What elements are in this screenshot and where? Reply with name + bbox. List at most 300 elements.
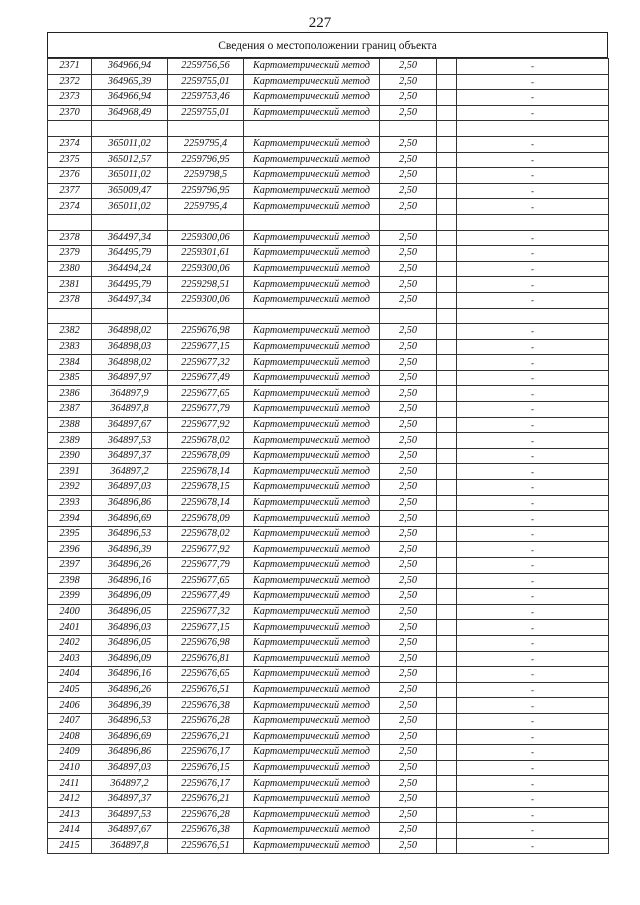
- accuracy-cell: 2,50: [380, 620, 437, 636]
- description-cell: -: [457, 59, 609, 75]
- separator-cell: [244, 121, 380, 137]
- empty-cell: [437, 277, 457, 293]
- x-coordinate-cell: 365009,47: [92, 183, 168, 199]
- table-row: [48, 480, 609, 496]
- empty-cell: [437, 480, 457, 496]
- empty-cell: [437, 729, 457, 745]
- table-row: [48, 464, 609, 480]
- table-row: [48, 74, 609, 90]
- method-cell: Картометрический метод: [244, 620, 380, 636]
- y-coordinate-cell: 2259795,4: [168, 136, 244, 152]
- point-number-cell: 2386: [48, 386, 92, 402]
- table-row: [48, 183, 609, 199]
- table-row: [48, 448, 609, 464]
- coordinates-table: [47, 58, 609, 854]
- method-cell: Картометрический метод: [244, 464, 380, 480]
- point-number-cell: 2388: [48, 417, 92, 433]
- table-row: [48, 386, 609, 402]
- x-coordinate-cell: 364896,53: [92, 713, 168, 729]
- accuracy-cell: 2,50: [380, 339, 437, 355]
- method-cell: Картометрический метод: [244, 230, 380, 246]
- method-cell: Картометрический метод: [244, 183, 380, 199]
- accuracy-cell: 2,50: [380, 402, 437, 418]
- separator-cell: [437, 308, 457, 324]
- table-row: [48, 635, 609, 651]
- point-number-cell: 2415: [48, 838, 92, 854]
- table-row: [48, 324, 609, 340]
- description-cell: -: [457, 558, 609, 574]
- y-coordinate-cell: 2259300,06: [168, 230, 244, 246]
- y-coordinate-cell: 2259676,81: [168, 651, 244, 667]
- y-coordinate-cell: 2259676,65: [168, 667, 244, 683]
- y-coordinate-cell: 2259677,32: [168, 355, 244, 371]
- method-cell: Картометрический метод: [244, 433, 380, 449]
- description-cell: -: [457, 838, 609, 854]
- accuracy-cell: 2,50: [380, 542, 437, 558]
- x-coordinate-cell: 364898,03: [92, 339, 168, 355]
- y-coordinate-cell: 2259678,02: [168, 433, 244, 449]
- y-coordinate-cell: 2259300,06: [168, 292, 244, 308]
- point-number-cell: 2391: [48, 464, 92, 480]
- x-coordinate-cell: 364897,97: [92, 370, 168, 386]
- point-number-cell: 2378: [48, 230, 92, 246]
- y-coordinate-cell: 2259676,98: [168, 324, 244, 340]
- accuracy-cell: 2,50: [380, 698, 437, 714]
- table-row: [48, 59, 609, 75]
- method-cell: Картометрический метод: [244, 729, 380, 745]
- y-coordinate-cell: 2259677,65: [168, 386, 244, 402]
- table-row: [48, 729, 609, 745]
- description-cell: -: [457, 230, 609, 246]
- description-cell: -: [457, 183, 609, 199]
- point-number-cell: 2375: [48, 152, 92, 168]
- accuracy-cell: 2,50: [380, 324, 437, 340]
- description-cell: -: [457, 776, 609, 792]
- separator-cell: [457, 214, 609, 230]
- method-cell: Картометрический метод: [244, 667, 380, 683]
- empty-cell: [437, 604, 457, 620]
- method-cell: Картометрический метод: [244, 542, 380, 558]
- page-number: 227: [308, 15, 332, 31]
- description-cell: -: [457, 620, 609, 636]
- empty-cell: [437, 589, 457, 605]
- accuracy-cell: 2,50: [380, 838, 437, 854]
- description-cell: -: [457, 105, 609, 121]
- accuracy-cell: 2,50: [380, 745, 437, 761]
- accuracy-cell: 2,50: [380, 448, 437, 464]
- accuracy-cell: 2,50: [380, 791, 437, 807]
- point-number-cell: 2372: [48, 74, 92, 90]
- description-cell: -: [457, 324, 609, 340]
- table-row: [48, 791, 609, 807]
- empty-cell: [437, 386, 457, 402]
- description-cell: -: [457, 480, 609, 496]
- description-cell: -: [457, 682, 609, 698]
- point-number-cell: 2406: [48, 698, 92, 714]
- separator-cell: [244, 308, 380, 324]
- description-cell: -: [457, 760, 609, 776]
- accuracy-cell: 2,50: [380, 261, 437, 277]
- point-number-cell: 2390: [48, 448, 92, 464]
- x-coordinate-cell: 364896,16: [92, 573, 168, 589]
- point-number-cell: 2398: [48, 573, 92, 589]
- x-coordinate-cell: 364897,03: [92, 760, 168, 776]
- empty-cell: [437, 105, 457, 121]
- group-separator-row: [48, 121, 609, 137]
- accuracy-cell: 2,50: [380, 74, 437, 90]
- empty-cell: [437, 807, 457, 823]
- x-coordinate-cell: 364897,2: [92, 776, 168, 792]
- method-cell: Картометрический метод: [244, 745, 380, 761]
- table-row: [48, 277, 609, 293]
- point-number-cell: 2381: [48, 277, 92, 293]
- x-coordinate-cell: 364497,34: [92, 292, 168, 308]
- method-cell: Картометрический метод: [244, 682, 380, 698]
- method-cell: Картометрический метод: [244, 558, 380, 574]
- point-number-cell: 2408: [48, 729, 92, 745]
- point-number-cell: 2392: [48, 480, 92, 496]
- point-number-cell: 2377: [48, 183, 92, 199]
- x-coordinate-cell: 364495,79: [92, 246, 168, 262]
- description-cell: -: [457, 292, 609, 308]
- empty-cell: [437, 402, 457, 418]
- point-number-cell: 2370: [48, 105, 92, 121]
- accuracy-cell: 2,50: [380, 667, 437, 683]
- x-coordinate-cell: 364896,26: [92, 682, 168, 698]
- y-coordinate-cell: 2259300,06: [168, 261, 244, 277]
- description-cell: -: [457, 667, 609, 683]
- empty-cell: [437, 745, 457, 761]
- y-coordinate-cell: 2259796,95: [168, 183, 244, 199]
- separator-cell: [92, 308, 168, 324]
- coordinates-table-body: [48, 59, 609, 854]
- x-coordinate-cell: 364494,24: [92, 261, 168, 277]
- table-row: [48, 90, 609, 106]
- empty-cell: [437, 417, 457, 433]
- y-coordinate-cell: 2259678,09: [168, 448, 244, 464]
- description-cell: -: [457, 729, 609, 745]
- x-coordinate-cell: 364966,94: [92, 59, 168, 75]
- x-coordinate-cell: 364896,86: [92, 495, 168, 511]
- separator-cell: [48, 308, 92, 324]
- x-coordinate-cell: 364897,53: [92, 807, 168, 823]
- x-coordinate-cell: 365011,02: [92, 199, 168, 215]
- y-coordinate-cell: 2259677,92: [168, 542, 244, 558]
- accuracy-cell: 2,50: [380, 183, 437, 199]
- y-coordinate-cell: 2259796,95: [168, 152, 244, 168]
- x-coordinate-cell: 364897,53: [92, 433, 168, 449]
- description-cell: -: [457, 277, 609, 293]
- y-coordinate-cell: 2259676,15: [168, 760, 244, 776]
- description-cell: -: [457, 573, 609, 589]
- point-number-cell: 2404: [48, 667, 92, 683]
- x-coordinate-cell: 364896,26: [92, 558, 168, 574]
- method-cell: Картометрический метод: [244, 402, 380, 418]
- method-cell: Картометрический метод: [244, 74, 380, 90]
- point-number-cell: 2410: [48, 760, 92, 776]
- point-number-cell: 2371: [48, 59, 92, 75]
- empty-cell: [437, 620, 457, 636]
- separator-cell: [437, 121, 457, 137]
- accuracy-cell: 2,50: [380, 495, 437, 511]
- y-coordinate-cell: 2259676,38: [168, 698, 244, 714]
- y-coordinate-cell: 2259677,79: [168, 402, 244, 418]
- empty-cell: [437, 558, 457, 574]
- accuracy-cell: 2,50: [380, 199, 437, 215]
- x-coordinate-cell: 364897,67: [92, 417, 168, 433]
- point-number-cell: 2383: [48, 339, 92, 355]
- method-cell: Картометрический метод: [244, 776, 380, 792]
- y-coordinate-cell: 2259678,15: [168, 480, 244, 496]
- empty-cell: [437, 59, 457, 75]
- description-cell: -: [457, 339, 609, 355]
- table-row: [48, 620, 609, 636]
- table-row: [48, 246, 609, 262]
- method-cell: Картометрический метод: [244, 324, 380, 340]
- description-cell: -: [457, 74, 609, 90]
- accuracy-cell: 2,50: [380, 230, 437, 246]
- method-cell: Картометрический метод: [244, 59, 380, 75]
- x-coordinate-cell: 364968,49: [92, 105, 168, 121]
- empty-cell: [437, 511, 457, 527]
- method-cell: Картометрический метод: [244, 573, 380, 589]
- x-coordinate-cell: 364965,39: [92, 74, 168, 90]
- accuracy-cell: 2,50: [380, 136, 437, 152]
- empty-cell: [437, 760, 457, 776]
- method-cell: Картометрический метод: [244, 526, 380, 542]
- description-cell: -: [457, 370, 609, 386]
- description-cell: -: [457, 542, 609, 558]
- table-row: [48, 838, 609, 854]
- y-coordinate-cell: 2259676,17: [168, 745, 244, 761]
- point-number-cell: 2387: [48, 402, 92, 418]
- description-cell: -: [457, 152, 609, 168]
- table-row: [48, 558, 609, 574]
- method-cell: Картометрический метод: [244, 589, 380, 605]
- separator-cell: [380, 308, 437, 324]
- y-coordinate-cell: 2259676,28: [168, 807, 244, 823]
- y-coordinate-cell: 2259678,09: [168, 511, 244, 527]
- empty-cell: [437, 682, 457, 698]
- description-cell: -: [457, 745, 609, 761]
- method-cell: Картометрический метод: [244, 480, 380, 496]
- x-coordinate-cell: 364897,8: [92, 838, 168, 854]
- y-coordinate-cell: 2259678,14: [168, 464, 244, 480]
- table-row: [48, 433, 609, 449]
- x-coordinate-cell: 364896,16: [92, 667, 168, 683]
- accuracy-cell: 2,50: [380, 760, 437, 776]
- empty-cell: [437, 495, 457, 511]
- y-coordinate-cell: 2259298,51: [168, 277, 244, 293]
- description-cell: -: [457, 168, 609, 184]
- description-cell: -: [457, 698, 609, 714]
- empty-cell: [437, 168, 457, 184]
- description-cell: -: [457, 355, 609, 371]
- accuracy-cell: 2,50: [380, 90, 437, 106]
- x-coordinate-cell: 364897,8: [92, 402, 168, 418]
- method-cell: Картометрический метод: [244, 136, 380, 152]
- accuracy-cell: 2,50: [380, 511, 437, 527]
- description-cell: -: [457, 261, 609, 277]
- accuracy-cell: 2,50: [380, 355, 437, 371]
- table-row: [48, 776, 609, 792]
- y-coordinate-cell: 2259677,79: [168, 558, 244, 574]
- table-row: [48, 651, 609, 667]
- point-number-cell: 2412: [48, 791, 92, 807]
- table-row: [48, 292, 609, 308]
- description-cell: -: [457, 713, 609, 729]
- accuracy-cell: 2,50: [380, 823, 437, 839]
- accuracy-cell: 2,50: [380, 105, 437, 121]
- point-number-cell: 2403: [48, 651, 92, 667]
- separator-cell: [92, 121, 168, 137]
- table-row: [48, 589, 609, 605]
- method-cell: Картометрический метод: [244, 339, 380, 355]
- y-coordinate-cell: 2259798,5: [168, 168, 244, 184]
- empty-cell: [437, 370, 457, 386]
- y-coordinate-cell: 2259301,61: [168, 246, 244, 262]
- empty-cell: [437, 635, 457, 651]
- empty-cell: [437, 526, 457, 542]
- method-cell: Картометрический метод: [244, 277, 380, 293]
- y-coordinate-cell: 2259677,15: [168, 620, 244, 636]
- group-separator-row: [48, 308, 609, 324]
- x-coordinate-cell: 364966,94: [92, 90, 168, 106]
- table-title: Сведения о местоположении границ объекта: [47, 32, 608, 58]
- empty-cell: [437, 838, 457, 854]
- accuracy-cell: 2,50: [380, 776, 437, 792]
- description-cell: -: [457, 495, 609, 511]
- y-coordinate-cell: 2259677,92: [168, 417, 244, 433]
- point-number-cell: 2409: [48, 745, 92, 761]
- accuracy-cell: 2,50: [380, 573, 437, 589]
- method-cell: Картометрический метод: [244, 635, 380, 651]
- accuracy-cell: 2,50: [380, 292, 437, 308]
- accuracy-cell: 2,50: [380, 433, 437, 449]
- x-coordinate-cell: 364897,9: [92, 386, 168, 402]
- method-cell: Картометрический метод: [244, 90, 380, 106]
- point-number-cell: 2413: [48, 807, 92, 823]
- accuracy-cell: 2,50: [380, 682, 437, 698]
- point-number-cell: 2395: [48, 526, 92, 542]
- x-coordinate-cell: 364497,34: [92, 230, 168, 246]
- accuracy-cell: 2,50: [380, 152, 437, 168]
- empty-cell: [437, 355, 457, 371]
- accuracy-cell: 2,50: [380, 604, 437, 620]
- description-cell: -: [457, 635, 609, 651]
- x-coordinate-cell: 364896,09: [92, 651, 168, 667]
- separator-cell: [168, 308, 244, 324]
- accuracy-cell: 2,50: [380, 168, 437, 184]
- point-number-cell: 2396: [48, 542, 92, 558]
- separator-cell: [168, 214, 244, 230]
- separator-cell: [48, 214, 92, 230]
- table-row: [48, 105, 609, 121]
- separator-cell: [380, 121, 437, 137]
- empty-cell: [437, 791, 457, 807]
- description-cell: -: [457, 448, 609, 464]
- separator-cell: [380, 214, 437, 230]
- accuracy-cell: 2,50: [380, 480, 437, 496]
- x-coordinate-cell: 364896,69: [92, 511, 168, 527]
- separator-cell: [168, 121, 244, 137]
- separator-cell: [48, 121, 92, 137]
- accuracy-cell: 2,50: [380, 464, 437, 480]
- y-coordinate-cell: 2259755,01: [168, 105, 244, 121]
- point-number-cell: 2397: [48, 558, 92, 574]
- description-cell: -: [457, 823, 609, 839]
- x-coordinate-cell: 364896,53: [92, 526, 168, 542]
- empty-cell: [437, 183, 457, 199]
- description-cell: -: [457, 199, 609, 215]
- description-cell: -: [457, 433, 609, 449]
- empty-cell: [437, 246, 457, 262]
- table-row: [48, 604, 609, 620]
- x-coordinate-cell: 364896,05: [92, 635, 168, 651]
- empty-cell: [437, 74, 457, 90]
- separator-cell: [437, 214, 457, 230]
- accuracy-cell: 2,50: [380, 59, 437, 75]
- method-cell: Картометрический метод: [244, 355, 380, 371]
- table-row: [48, 152, 609, 168]
- point-number-cell: 2382: [48, 324, 92, 340]
- x-coordinate-cell: 364897,2: [92, 464, 168, 480]
- x-coordinate-cell: 364897,37: [92, 448, 168, 464]
- empty-cell: [437, 339, 457, 355]
- empty-cell: [437, 573, 457, 589]
- y-coordinate-cell: 2259678,02: [168, 526, 244, 542]
- method-cell: Картометрический метод: [244, 511, 380, 527]
- description-cell: -: [457, 464, 609, 480]
- y-coordinate-cell: 2259676,17: [168, 776, 244, 792]
- method-cell: Картометрический метод: [244, 760, 380, 776]
- point-number-cell: 2376: [48, 168, 92, 184]
- table-row: [48, 402, 609, 418]
- point-number-cell: 2380: [48, 261, 92, 277]
- empty-cell: [437, 651, 457, 667]
- accuracy-cell: 2,50: [380, 651, 437, 667]
- empty-cell: [437, 136, 457, 152]
- point-number-cell: 2373: [48, 90, 92, 106]
- point-number-cell: 2411: [48, 776, 92, 792]
- point-number-cell: 2414: [48, 823, 92, 839]
- method-cell: Картометрический метод: [244, 292, 380, 308]
- y-coordinate-cell: 2259795,4: [168, 199, 244, 215]
- empty-cell: [437, 667, 457, 683]
- description-cell: -: [457, 136, 609, 152]
- empty-cell: [437, 230, 457, 246]
- empty-cell: [437, 698, 457, 714]
- accuracy-cell: 2,50: [380, 729, 437, 745]
- method-cell: Картометрический метод: [244, 698, 380, 714]
- table-row: [48, 495, 609, 511]
- y-coordinate-cell: 2259755,01: [168, 74, 244, 90]
- x-coordinate-cell: 364896,86: [92, 745, 168, 761]
- accuracy-cell: 2,50: [380, 277, 437, 293]
- method-cell: Картометрический метод: [244, 417, 380, 433]
- point-number-cell: 2400: [48, 604, 92, 620]
- empty-cell: [437, 448, 457, 464]
- table-row: [48, 261, 609, 277]
- point-number-cell: 2379: [48, 246, 92, 262]
- y-coordinate-cell: 2259677,65: [168, 573, 244, 589]
- description-cell: -: [457, 402, 609, 418]
- x-coordinate-cell: 364896,03: [92, 620, 168, 636]
- method-cell: Картометрический метод: [244, 651, 380, 667]
- point-number-cell: 2405: [48, 682, 92, 698]
- accuracy-cell: 2,50: [380, 386, 437, 402]
- y-coordinate-cell: 2259677,49: [168, 589, 244, 605]
